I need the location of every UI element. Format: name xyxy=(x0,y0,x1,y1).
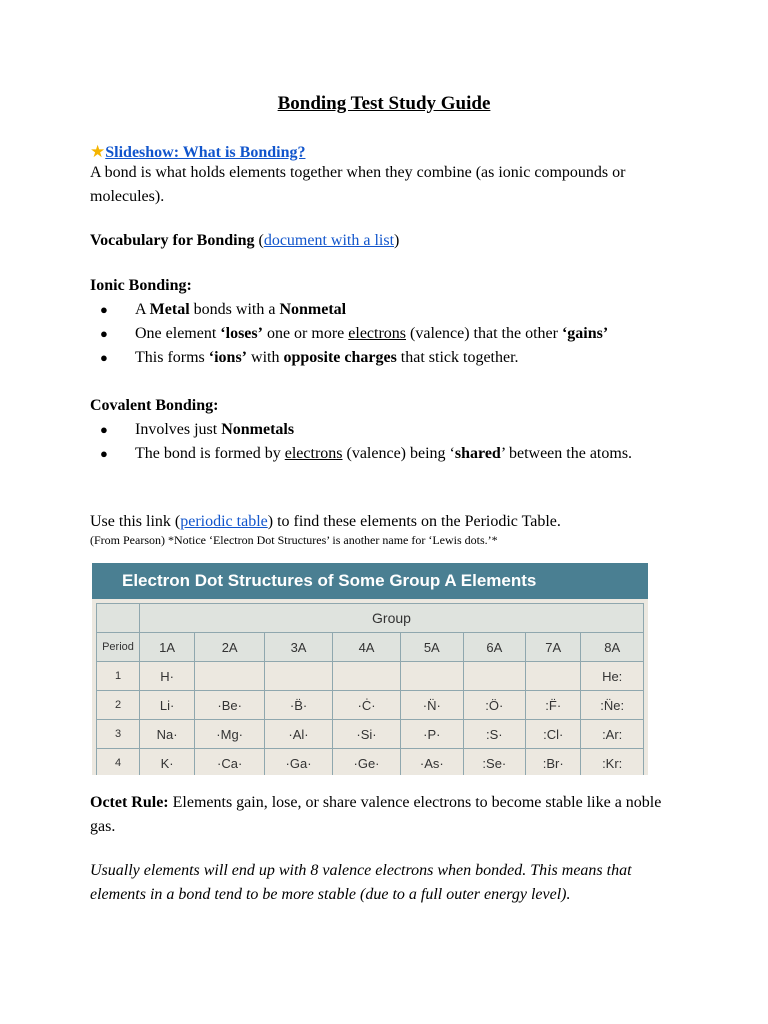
element-cell: ·Be· xyxy=(195,691,265,720)
slideshow-link[interactable]: Slideshow: What is Bonding? xyxy=(105,144,306,161)
element-cell xyxy=(195,662,265,691)
table-row xyxy=(97,749,644,776)
bullet-dot-icon: ● xyxy=(100,446,108,461)
covalent-heading: Covalent Bonding: xyxy=(90,397,219,414)
bullet-text-run: opposite charges xyxy=(283,349,397,366)
element-cell: ·As· xyxy=(401,749,464,776)
bullet-text-run: ‘loses’ xyxy=(220,325,263,342)
electron-dot-figure xyxy=(92,563,648,775)
bullet-text-run: Nonmetal xyxy=(279,301,347,318)
element-cell: ·Ċ· xyxy=(333,691,401,720)
element-cell: ·Ga· xyxy=(265,749,333,776)
ionic-bullet-item xyxy=(90,298,670,322)
element-cell xyxy=(265,662,333,691)
bullet-text-run: ‘ions’ xyxy=(208,349,248,366)
covalent-bullet-item xyxy=(90,418,650,442)
ionic-list-wrap xyxy=(90,298,670,370)
ionic-heading: Ionic Bonding: xyxy=(90,277,192,294)
element-cell: :Br· xyxy=(526,749,581,776)
table-row xyxy=(97,662,644,691)
bullet-text-run: One element xyxy=(135,325,221,342)
element-cell: K· xyxy=(140,749,195,776)
element-cell xyxy=(401,662,464,691)
element-cell: :S· xyxy=(463,720,526,749)
octet-rule xyxy=(90,791,680,839)
bond-definition: A bond is what holds elements together when they combine (as ionic compounds or molecules). xyxy=(90,164,626,205)
element-cell: H· xyxy=(140,662,195,691)
bullet-text-run: ’ between the atoms. xyxy=(500,445,633,462)
bullet-text-run: shared xyxy=(454,445,501,462)
element-cell: ·Al· xyxy=(265,720,333,749)
bullet-text-run: Nonmetals xyxy=(221,421,295,438)
table-corner xyxy=(97,604,140,633)
element-cell: :Se· xyxy=(463,749,526,776)
ionic-bullet-item xyxy=(90,346,670,370)
period-number: 3 xyxy=(97,720,140,749)
element-cell: :N̈e: xyxy=(581,691,644,720)
element-cell: ·B̈· xyxy=(265,691,333,720)
bullet-text-run: (valence) being ‘ xyxy=(342,445,455,462)
bullet-text-run: electrons xyxy=(284,445,343,462)
group-header: 3A xyxy=(265,633,333,662)
periodic-table-link[interactable]: periodic table xyxy=(180,513,268,530)
star-icon: ★ xyxy=(90,142,106,161)
group-header: 1A xyxy=(140,633,195,662)
figure-banner: Electron Dot Structures of Some Group A Elements xyxy=(92,563,648,599)
octet-text: Elements gain, lose, or share valence electrons to become stable like a noble gas. xyxy=(90,794,662,835)
element-cell: ·P· xyxy=(401,720,464,749)
bullet-dot-icon: ● xyxy=(100,302,108,317)
bullet-text-run: ‘gains’ xyxy=(561,325,609,342)
group-label: Group xyxy=(140,604,644,633)
element-cell: :Cl· xyxy=(526,720,581,749)
vocab-document-link[interactable]: document with a list xyxy=(263,232,395,249)
element-cell: ·Mg· xyxy=(195,720,265,749)
covalent-bullet-item xyxy=(90,442,650,466)
element-cell: ·N̈· xyxy=(401,691,464,720)
table-row xyxy=(97,691,644,720)
periodic-pre: Use this link ( xyxy=(90,513,181,530)
bullet-text-run: that stick together. xyxy=(396,349,519,366)
group-header: 5A xyxy=(401,633,464,662)
vocab-open: ( xyxy=(254,232,264,249)
element-cell xyxy=(333,662,401,691)
bullet-text-run: one or more xyxy=(262,325,349,342)
bullet-text-run: The bond is formed by xyxy=(135,445,285,462)
ionic-bullet-list xyxy=(90,298,670,370)
element-cell: :F̈· xyxy=(526,691,581,720)
bullet-text-run: (valence) that the other xyxy=(406,325,562,342)
element-cell: Na· xyxy=(140,720,195,749)
element-cell: He: xyxy=(581,662,644,691)
bullet-dot-icon: ● xyxy=(100,422,108,437)
period-number: 1 xyxy=(97,662,140,691)
vocab-close: ) xyxy=(394,232,400,249)
vocab-line xyxy=(90,229,690,253)
bullet-text-run: Involves just xyxy=(135,421,222,438)
element-cell: :Ar: xyxy=(581,720,644,749)
bullet-dot-icon: ● xyxy=(100,326,108,341)
bullet-text-run: This forms xyxy=(135,349,209,366)
period-number: 2 xyxy=(97,691,140,720)
usually-note: Usually elements will end up with 8 valence electrons when bonded. This means that elements in a bond tend to be more stable (due to a full outer energy level). xyxy=(90,862,632,903)
octet-label: Octet Rule: xyxy=(90,794,169,811)
element-cell: ·Ge· xyxy=(333,749,401,776)
element-cell: ·Si· xyxy=(333,720,401,749)
period-number: 4 xyxy=(97,749,140,776)
vocab-label: Vocabulary for Bonding xyxy=(90,232,255,249)
table-row xyxy=(97,720,644,749)
bullet-dot-icon: ● xyxy=(100,350,108,365)
periodic-post: ) to find these elements on the Periodic Table. xyxy=(267,513,561,530)
element-cell xyxy=(526,662,581,691)
bullet-text-run: with xyxy=(247,349,284,366)
electron-dot-table xyxy=(96,603,644,775)
covalent-list-wrap xyxy=(90,418,650,466)
element-cell: ·Ca· xyxy=(195,749,265,776)
element-cell: Li· xyxy=(140,691,195,720)
bullet-text-run: electrons xyxy=(348,325,407,342)
element-cell: :Kr: xyxy=(581,749,644,776)
covalent-bullet-list xyxy=(90,418,650,466)
period-label: Period xyxy=(97,633,140,662)
periodic-line xyxy=(90,510,690,534)
bullet-text-run: bonds with a xyxy=(189,301,280,318)
element-cell: :Ö· xyxy=(463,691,526,720)
element-cell xyxy=(463,662,526,691)
bullet-text-run: A xyxy=(135,301,150,318)
source-note: (From Pearson) *Notice ‘Electron Dot Structures’ is another name for ‘Lewis dots.’* xyxy=(90,533,498,547)
page-title: Bonding Test Study Guide xyxy=(277,93,491,114)
ionic-bullet-item xyxy=(90,322,670,346)
group-header: 7A xyxy=(526,633,581,662)
group-header: 8A xyxy=(581,633,644,662)
group-header: 6A xyxy=(463,633,526,662)
group-header: 2A xyxy=(195,633,265,662)
bullet-text-run: Metal xyxy=(149,301,190,318)
group-header: 4A xyxy=(333,633,401,662)
